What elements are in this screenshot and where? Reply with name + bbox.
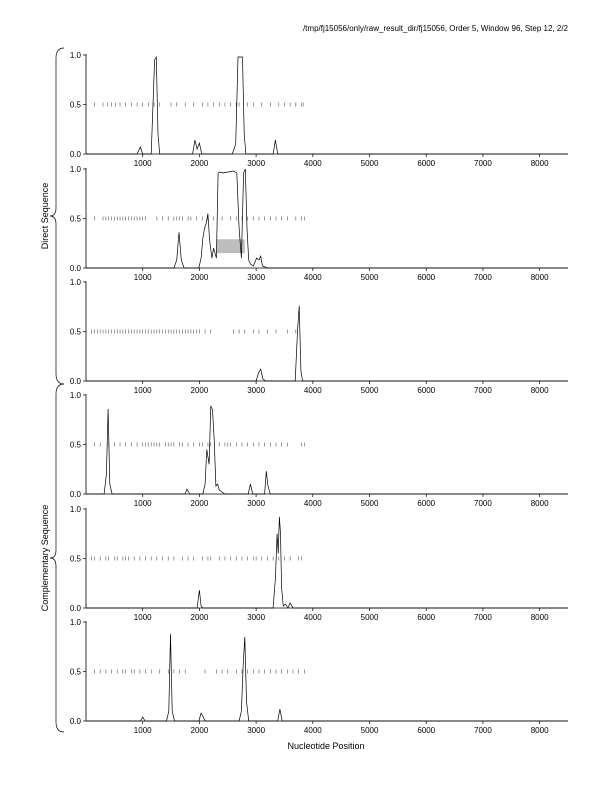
y-tick-label: 1.0 [69, 165, 81, 174]
panel-3 [70, 278, 568, 395]
complementary-sequence-label: Complementary Sequence [40, 504, 50, 612]
series-line [86, 306, 568, 381]
x-tick-label: 5000 [360, 273, 379, 282]
panels-layer [70, 51, 568, 735]
x-tick-label: 7000 [474, 386, 492, 395]
x-axis-title: Nucleotide Position [287, 741, 365, 751]
x-tick-label: 3000 [247, 159, 266, 168]
x-tick-label: 1000 [133, 726, 152, 735]
x-tick-label: 3000 [247, 499, 266, 508]
x-tick-label: 3000 [247, 386, 266, 395]
x-tick-label: 7000 [474, 159, 492, 168]
complementary-sequence-brace [40, 384, 64, 732]
x-tick-label: 4000 [303, 613, 322, 622]
x-tick-label: 8000 [530, 613, 549, 622]
series-line [86, 57, 568, 154]
x-tick-label: 1000 [133, 499, 152, 508]
x-tick-label: 7000 [474, 613, 492, 622]
x-tick-label: 1000 [133, 386, 152, 395]
y-tick-label: 1.0 [69, 51, 81, 60]
direct-sequence-brace [40, 48, 64, 384]
y-tick-label: 0.5 [69, 440, 81, 450]
x-tick-label: 2000 [190, 726, 209, 735]
x-tick-label: 5000 [360, 159, 379, 168]
x-tick-label: 1000 [133, 273, 152, 282]
x-tick-label: 2000 [190, 273, 209, 282]
x-tick-label: 8000 [530, 726, 549, 735]
x-tick-label: 4000 [303, 273, 322, 282]
x-tick-label: 6000 [417, 499, 436, 508]
x-tick-label: 2000 [190, 159, 209, 168]
x-tick-label: 6000 [417, 386, 436, 395]
x-tick-label: 3000 [247, 613, 266, 622]
series-line [86, 634, 568, 721]
x-tick-label: 8000 [530, 159, 549, 168]
x-tick-label: 8000 [530, 386, 549, 395]
x-tick-label: 1000 [133, 159, 152, 168]
panel-4 [70, 391, 568, 508]
x-tick-label: 7000 [474, 499, 492, 508]
x-tick-label: 2000 [190, 613, 209, 622]
series-line [86, 517, 568, 608]
panel-1 [70, 51, 568, 168]
y-tick-label: 0.0 [69, 490, 81, 499]
y-tick-label: 0.0 [69, 604, 81, 613]
x-tick-label: 2000 [190, 386, 209, 395]
x-tick-label: 5000 [360, 386, 379, 395]
x-tick-label: 5000 [360, 499, 379, 508]
y-tick-label: 0.5 [69, 554, 81, 564]
y-tick-label: 0.0 [69, 264, 81, 273]
y-tick-label: 1.0 [69, 278, 81, 287]
x-tick-label: 7000 [474, 273, 492, 282]
y-tick-label: 0.5 [69, 667, 81, 677]
panel-6 [70, 618, 568, 735]
x-tick-label: 3000 [247, 726, 266, 735]
x-tick-label: 2000 [190, 499, 209, 508]
y-tick-label: 0.5 [69, 214, 81, 224]
y-tick-label: 0.0 [69, 150, 81, 159]
x-tick-label: 1000 [133, 613, 152, 622]
series-line [86, 406, 568, 494]
page-title: /tmp/fj15056/only/raw_result_dir/fj15056, Order 5, Window 96, Step 12, 2/2 [302, 24, 568, 33]
y-tick-label: 0.0 [69, 377, 81, 386]
x-tick-label: 8000 [530, 499, 549, 508]
x-tick-label: 5000 [360, 726, 379, 735]
y-tick-label: 1.0 [69, 505, 81, 514]
series-line [86, 169, 568, 268]
x-tick-label: 6000 [417, 613, 436, 622]
x-tick-label: 7000 [474, 726, 492, 735]
x-tick-label: 4000 [303, 159, 322, 168]
x-tick-label: 6000 [417, 273, 436, 282]
y-tick-label: 1.0 [69, 618, 81, 627]
x-tick-label: 5000 [360, 613, 379, 622]
x-tick-label: 8000 [530, 273, 549, 282]
x-tick-label: 3000 [247, 273, 266, 282]
y-tick-label: 1.0 [69, 391, 81, 400]
y-tick-label: 0.5 [69, 100, 81, 110]
y-tick-label: 0.0 [69, 717, 81, 726]
x-tick-label: 4000 [303, 499, 322, 508]
x-tick-label: 6000 [417, 159, 436, 168]
y-tick-label: 0.5 [69, 327, 81, 337]
panel-5 [70, 505, 568, 622]
panel-2 [70, 165, 568, 282]
x-tick-label: 4000 [303, 726, 322, 735]
direct-sequence-label: Direct Sequence [40, 182, 50, 250]
x-tick-label: 6000 [417, 726, 436, 735]
x-tick-label: 4000 [303, 386, 322, 395]
